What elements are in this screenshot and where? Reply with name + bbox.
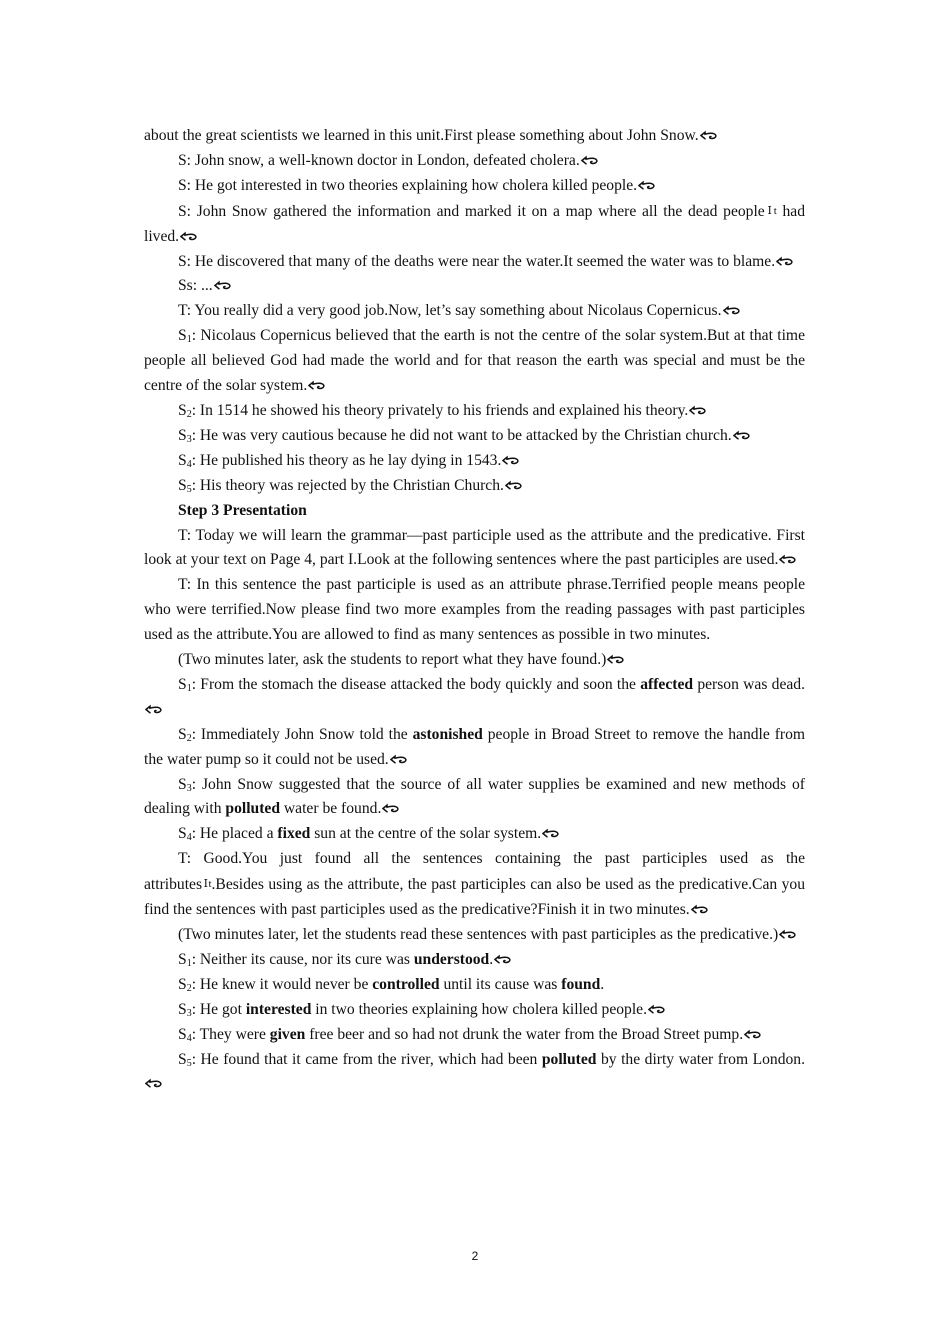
bold-term: polluted: [225, 800, 281, 818]
return-arrow-icon: [390, 754, 407, 765]
paragraph: [144, 399, 805, 424]
return-arrow-icon: [779, 929, 796, 940]
text-run: : He published his theory as he lay dying in 1543.: [191, 451, 502, 469]
bold-term: fixed: [277, 825, 311, 843]
paragraph: [144, 1048, 805, 1098]
paragraph: [144, 424, 805, 449]
return-arrow-icon: [733, 430, 750, 441]
subscript: 1: [186, 334, 192, 346]
bold-term: found: [561, 975, 601, 993]
paragraph: [144, 673, 805, 723]
text-run: Ss: ...: [178, 277, 213, 295]
text-run: S: [178, 401, 187, 419]
text-run: .Besides using as the attribute, the past participles can also be used as the predicative.Can you find the sentences with past participles used as the predicative?Finish it in two minutes.: [144, 876, 806, 919]
text-run: S: [178, 950, 187, 968]
paragraph: [144, 124, 805, 149]
subscript: 2: [186, 408, 192, 420]
text-run: S: [178, 775, 187, 793]
paragraph: [144, 923, 805, 948]
subscript: 1: [186, 682, 192, 694]
text-run: S: [178, 327, 187, 345]
paragraph: [144, 474, 805, 499]
subscript: 3: [186, 782, 192, 794]
subscript: 5: [186, 483, 192, 495]
return-arrow-icon: [689, 405, 706, 416]
bold-term: interested: [245, 1000, 312, 1018]
text-run: S: [178, 975, 187, 993]
return-arrow-icon: [502, 455, 519, 466]
text-run: S: [178, 1050, 187, 1068]
text-run: S: He got interested in two theories explaining how cholera killed people.: [178, 176, 638, 194]
text-run: S: [178, 675, 187, 693]
paragraph: [144, 723, 805, 773]
subscript: 1: [186, 957, 192, 969]
paragraph: [144, 174, 805, 199]
subscript: 2: [186, 982, 192, 994]
paragraph: [144, 274, 805, 299]
page-number: 2: [471, 1249, 479, 1263]
text-run: T: In this sentence the past participle is used as an attribute phrase.Terrified people means people who were terrified.Now please find two more examples from the reading passages with past participles used as the attribute.You are allowed to find as many sentences as possible in two minutes.: [144, 576, 805, 644]
text-run: S: [178, 725, 187, 743]
text-run: : He knew it would never be: [191, 975, 373, 993]
text-run: people in Broad Street to remove the handle from the water pump so it could not be used.: [144, 725, 806, 768]
text-run: S: [178, 426, 187, 444]
return-arrow-icon: [542, 828, 559, 839]
paragraph: [144, 948, 805, 973]
text-run: S: He discovered that many of the deaths were near the water.It seemed the water was to blame.: [178, 252, 776, 270]
return-arrow-icon: [779, 554, 796, 565]
paragraph: [144, 299, 805, 324]
bold-term: given: [269, 1025, 306, 1043]
paragraph: [144, 524, 805, 574]
paragraph: [144, 1023, 805, 1048]
text-run: free beer and so had not drunk the water from the Broad Street pump.: [305, 1025, 744, 1043]
paragraph: [144, 773, 805, 823]
return-arrow-icon: [581, 155, 598, 166]
text-run: .: [489, 950, 494, 968]
text-run: : They were: [191, 1025, 270, 1043]
text-run: S: [178, 476, 187, 494]
inline-glyph: Ⅰt: [765, 204, 777, 217]
text-run: : John Snow suggested that the source of all water supplies be examined and new methods of dealing with: [144, 775, 805, 818]
bold-term: affected: [640, 675, 694, 693]
text-run: (Two minutes later, let the students read these sentences with past participles as the predicative.): [178, 926, 779, 943]
return-arrow-icon: [382, 803, 399, 814]
text-run: S: [178, 1000, 187, 1018]
return-arrow-icon: [145, 704, 162, 715]
subscript: 3: [186, 1007, 192, 1019]
text-run: S: [178, 451, 187, 469]
return-arrow-icon: [180, 231, 197, 242]
paragraph: [144, 998, 805, 1023]
paragraph: [144, 199, 805, 250]
paragraph: [144, 648, 805, 673]
paragraph: [144, 847, 805, 923]
paragraph: [144, 250, 805, 275]
text-run: : Immediately John Snow told the: [191, 725, 413, 743]
text-run: until its cause was: [439, 975, 562, 993]
return-arrow-icon: [308, 380, 325, 391]
text-run: : From the stomach the disease attacked the body quickly and soon the: [191, 675, 641, 693]
text-run: S: John Snow gathered the information and marked it on a map where all the dead people: [178, 202, 765, 220]
text-run: .: [600, 975, 605, 993]
return-arrow-icon: [607, 654, 624, 665]
subscript: 4: [186, 832, 192, 844]
paragraph: [144, 973, 805, 998]
return-arrow-icon: [638, 180, 655, 191]
return-arrow-icon: [744, 1029, 761, 1040]
return-arrow-icon: [776, 256, 793, 267]
text-run: water be found.: [280, 800, 382, 818]
return-arrow-icon: [214, 280, 231, 291]
bold-term: controlled: [372, 975, 440, 993]
text-run: S: [178, 1025, 187, 1043]
subscript: 3: [186, 433, 192, 445]
text-run: : Neither its cause, nor its cure was: [191, 950, 414, 968]
subscript: 5: [186, 1057, 192, 1069]
text-run: S: John snow, a well-known doctor in London, defeated cholera.: [178, 151, 580, 169]
paragraph: [144, 149, 805, 174]
subscript: 2: [186, 732, 192, 744]
bold-term: astonished: [412, 725, 483, 743]
return-arrow-icon: [648, 1004, 665, 1015]
text-run: person was dead.: [693, 675, 805, 693]
paragraph: [144, 324, 805, 399]
text-run: in two theories explaining how cholera killed people.: [311, 1000, 647, 1018]
return-arrow-icon: [700, 130, 717, 141]
return-arrow-icon: [494, 954, 511, 965]
text-run: : He placed a: [191, 825, 278, 843]
text-run: by the dirty water from London.: [596, 1050, 805, 1068]
text-run: : In 1514 he showed his theory privately to his friends and explained his theory.: [191, 401, 689, 419]
subscript: 4: [186, 1032, 192, 1044]
text-run: : Nicolaus Copernicus believed that the earth is not the centre of the solar system.But at that time people all believed God had made the world and for that reason the earth was special and must be the centre of the solar system.: [144, 327, 805, 395]
text-run: T: You really did a very good job.Now, let’s say something about Nicolaus Copernicus.: [178, 302, 722, 320]
inline-glyph: Ⅰt: [203, 878, 212, 891]
text-run: sun at the centre of the solar system.: [310, 825, 542, 843]
text-run: : He found that it came from the river, which had been: [191, 1050, 542, 1068]
return-arrow-icon: [145, 1078, 162, 1089]
return-arrow-icon: [723, 305, 740, 316]
subscript: 4: [186, 458, 192, 470]
document-body: [144, 124, 805, 1097]
text-run: : He was very cautious because he did not want to be attacked by the Christian church.: [191, 426, 732, 444]
bold-term: Step 3 Presentation: [178, 501, 307, 519]
bold-term: understood: [413, 950, 490, 968]
text-run: : His theory was rejected by the Christian Church.: [191, 476, 504, 494]
paragraph: [144, 573, 805, 648]
text-run: had lived.: [144, 202, 805, 245]
bold-term: polluted: [541, 1050, 597, 1068]
text-run: : He got: [191, 1000, 246, 1018]
paragraph: [144, 449, 805, 474]
text-run: (Two minutes later, ask the students to report what they have found.): [178, 651, 607, 669]
text-run: about the great scientists we learned in this unit.First please something about John Snow.: [144, 127, 699, 144]
text-run: T: Good.You just found all the sentences containing the past participles used as the attributes: [144, 850, 805, 894]
paragraph: [144, 499, 805, 524]
return-arrow-icon: [691, 904, 708, 915]
paragraph: [144, 822, 805, 847]
text-run: S: [178, 825, 187, 843]
text-run: T: Today we will learn the grammar—past participle used as the attribute and the predicative. First look at your text on Page 4, part I.Look at the following sentences where the past participles are used.: [144, 526, 805, 569]
return-arrow-icon: [505, 480, 522, 491]
